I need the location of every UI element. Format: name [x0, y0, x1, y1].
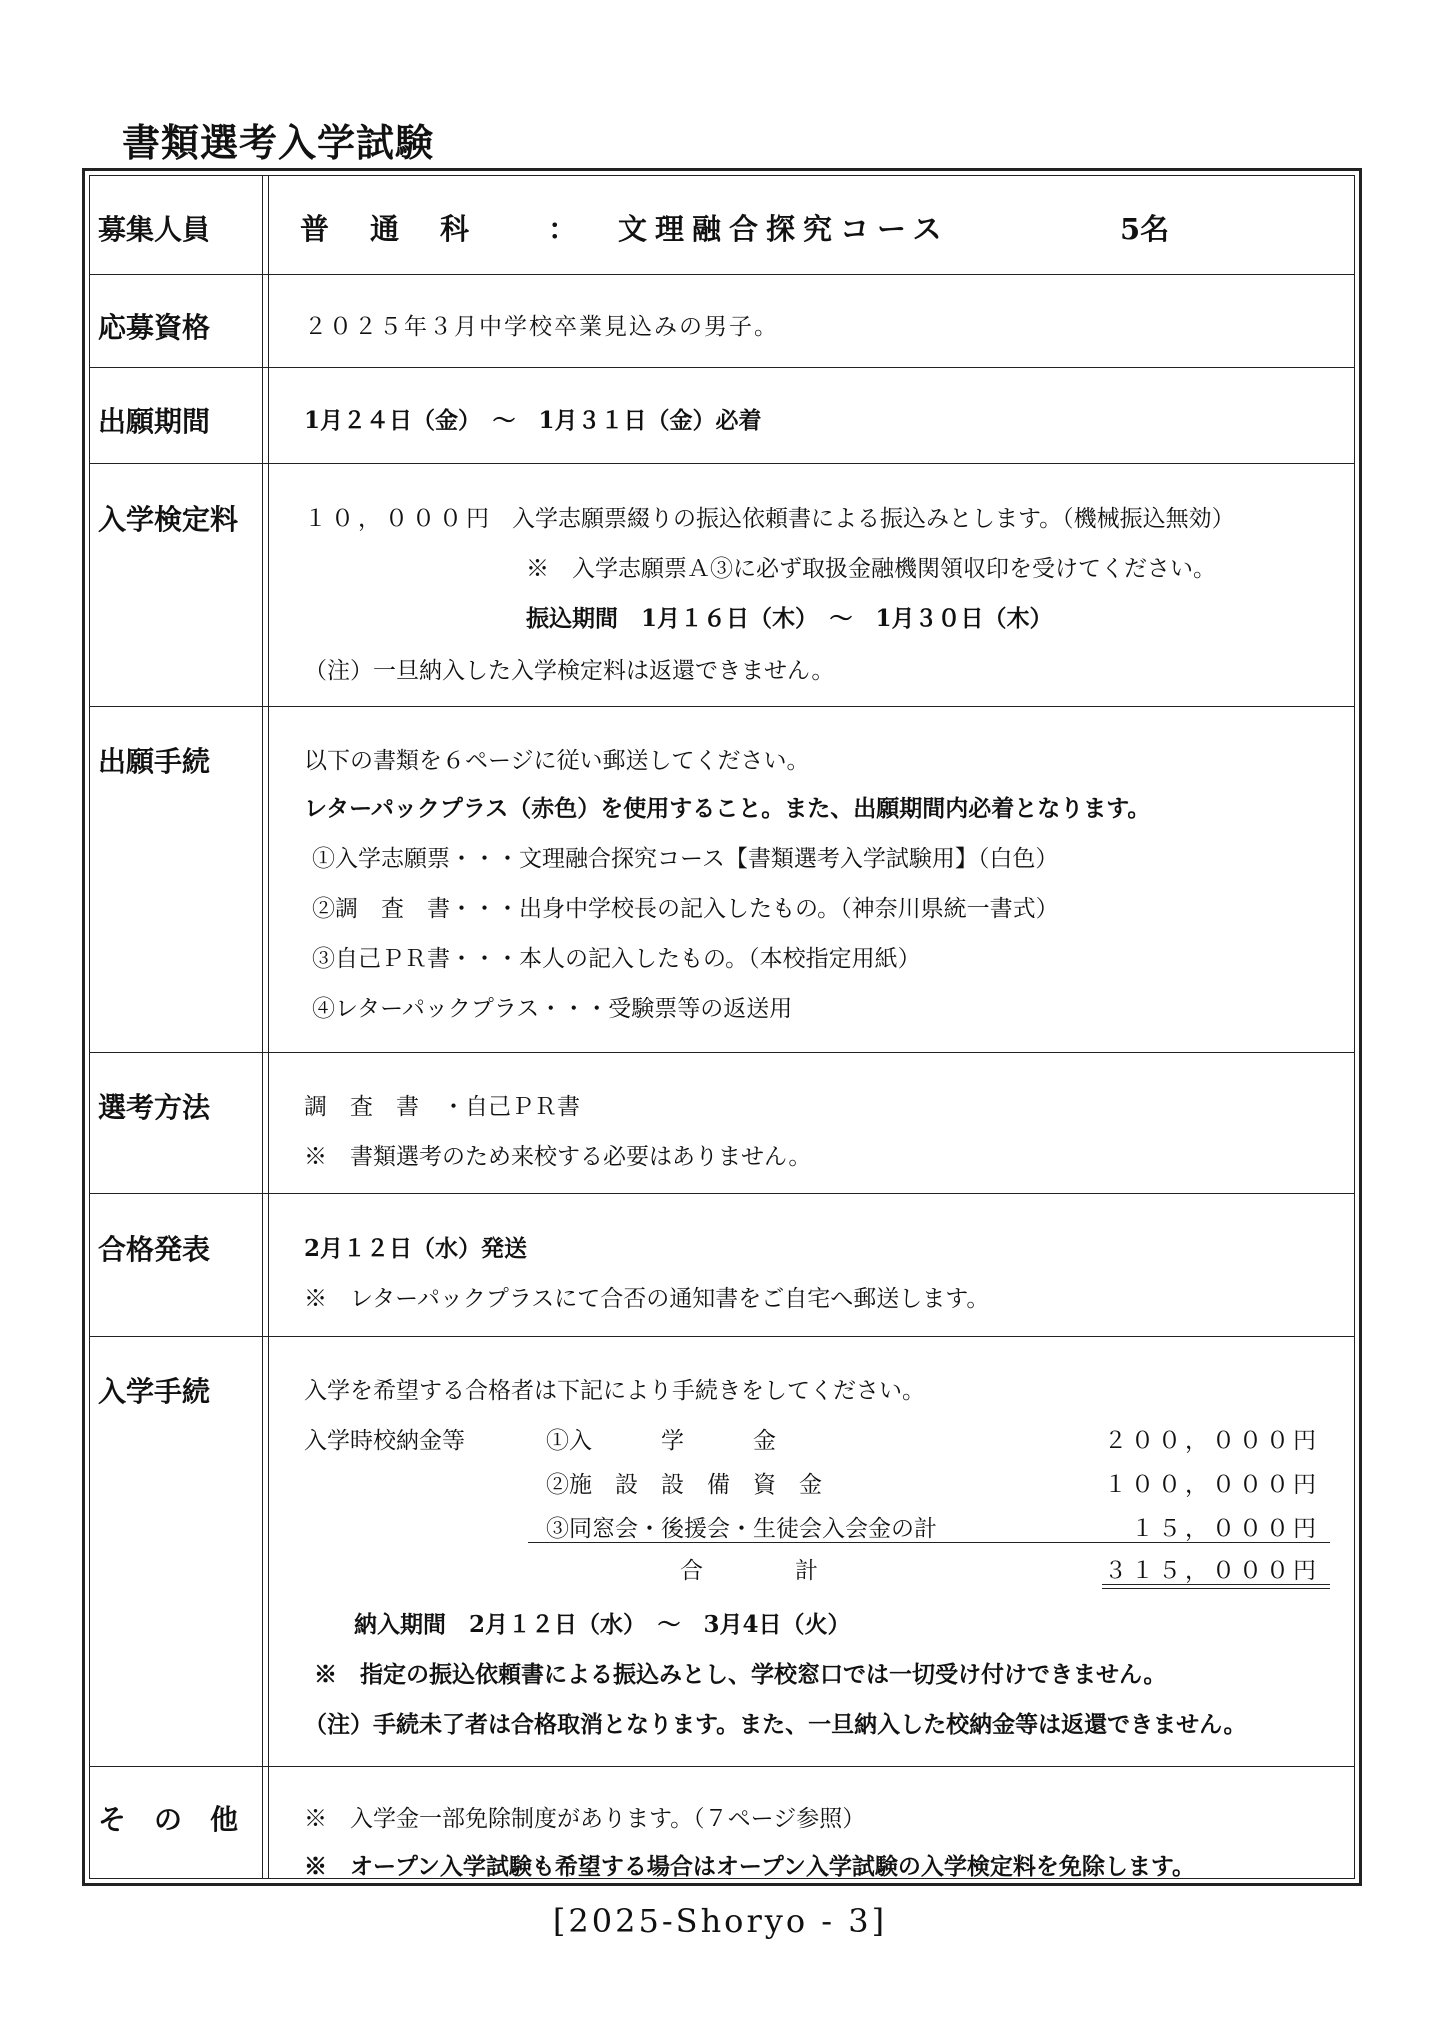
fee-amount: １０，０００円 [304, 506, 493, 532]
label-enrollment: 入学手続 [98, 1375, 211, 1408]
fee-transfer-period: 振込期間 1月１６日（木） ～ 1月３０日（木） [526, 605, 1053, 632]
recruit-count: 5名 [1120, 212, 1170, 246]
procedure-item: ②調 査 書・・・出身中学校長の記入したもの。（神奈川県統一書式） [312, 896, 1059, 922]
label-eligibility: 応募資格 [98, 311, 211, 344]
page-title: 書類選考入学試験 [122, 120, 435, 165]
fee-item-amount: １００，０００円 [1104, 1472, 1320, 1498]
page-footer: [2025-Shoryo - 3] [552, 1902, 888, 1940]
selection-line1: 調 査 書 ・自己ＰＲ書 [304, 1094, 580, 1120]
row-divider [90, 1052, 1354, 1053]
enrollment-note: ※ 指定の振込依頼書による振込みとし、学校窓口では一切受け付けできません。 [314, 1661, 1167, 1688]
label-other: そ の 他 [98, 1803, 239, 1836]
fee-total-amount: ３１５，０００円 [1104, 1558, 1320, 1584]
fee-item-amount: ２００，０００円 [1104, 1428, 1320, 1454]
label-fee: 入学検定料 [98, 503, 239, 536]
selection-line2: ※ 書類選考のため来校する必要はありません。 [304, 1144, 812, 1170]
fee-item-name: ③同窓会・後援会・生徒会入会金の計 [546, 1516, 937, 1542]
enrollment-line1: 入学を希望する合格者は下記により手続きをしてください。 [304, 1378, 925, 1404]
period-text: 1月２４日（金） ～ 1月３１日（金）必着 [304, 407, 762, 434]
announcement-line1: 2月１２日（水）発送 [304, 1235, 528, 1262]
fee-total-label: 合 計 [680, 1558, 818, 1584]
label-period: 出願期間 [98, 405, 211, 438]
announcement-line2: ※ レターパックプラスにて合否の通知書をご自宅へ郵送します。 [304, 1286, 990, 1312]
procedure-line2: レターパックプラス（赤色）を使用すること。また、出願期間内必着となります。 [304, 795, 1151, 822]
other-line2: ※ オープン入学試験も希望する場合はオープン入学試験の入学検定料を免除します。 [304, 1853, 1196, 1880]
row-divider [90, 1336, 1354, 1337]
other-line1: ※ 入学金一部免除制度があります。（７ページ参照） [304, 1806, 866, 1832]
column-divider [262, 176, 263, 1878]
procedure-item: ④レターパックプラス・・・受験票等の返送用 [312, 996, 793, 1022]
row-divider [90, 367, 1354, 368]
fee-item-amount: １５，０００円 [1131, 1516, 1320, 1542]
fee-underline [528, 1542, 1330, 1543]
total-underline [1102, 1584, 1330, 1585]
recruit-dept: 普 通 科 [300, 212, 476, 246]
recruit-course: 文理融合探究コース [618, 212, 950, 246]
label-selection: 選考方法 [98, 1091, 211, 1124]
row-divider [90, 274, 1354, 275]
procedure-line1: 以下の書類を６ページに従い郵送してください。 [304, 748, 810, 774]
row-divider [90, 463, 1354, 464]
enrollment-caution: （注）手続未了者は合格取消となります。また、一旦納入した校納金等は返還できません。 [304, 1711, 1247, 1738]
total-underline-double [1102, 1588, 1330, 1589]
row-divider [90, 1193, 1354, 1194]
info-table [82, 168, 1362, 1886]
pay-period: 納入期間 2月１２日（水） ～ 3月4日（火） [354, 1611, 851, 1638]
procedure-item: ③自己ＰＲ書・・・本人の記入したもの。（本校指定用紙） [312, 946, 921, 972]
row-divider [90, 706, 1354, 707]
column-divider-double [268, 176, 269, 1878]
procedure-item: ①入学志願票・・・文理融合探究コース【書類選考入学試験用】（白色） [312, 846, 1059, 872]
info-table-inner [89, 175, 1355, 1879]
label-recruit: 募集人員 [98, 213, 211, 246]
label-procedure: 出願手続 [98, 745, 211, 778]
row-divider [90, 1766, 1354, 1767]
fee-item-name: ①入 学 金 [546, 1428, 776, 1454]
fee-caution: （注）一旦納入した入学検定料は返還できません。 [304, 658, 835, 684]
eligibility-text: ２０２５年３月中学校卒業見込みの男子。 [304, 314, 779, 340]
fees-label: 入学時校納金等 [304, 1428, 465, 1454]
fee-method: 入学志願票綴りの振込依頼書による振込みとします。（機械振込無効） [512, 506, 1235, 532]
label-announcement: 合格発表 [98, 1233, 211, 1266]
recruit-colon: ： [548, 212, 578, 246]
fee-note: ※ 入学志願票Ａ③に必ず取扱金融機関領収印を受けてください。 [526, 556, 1216, 582]
fee-item-name: ②施 設 設 備 資 金 [546, 1472, 822, 1498]
